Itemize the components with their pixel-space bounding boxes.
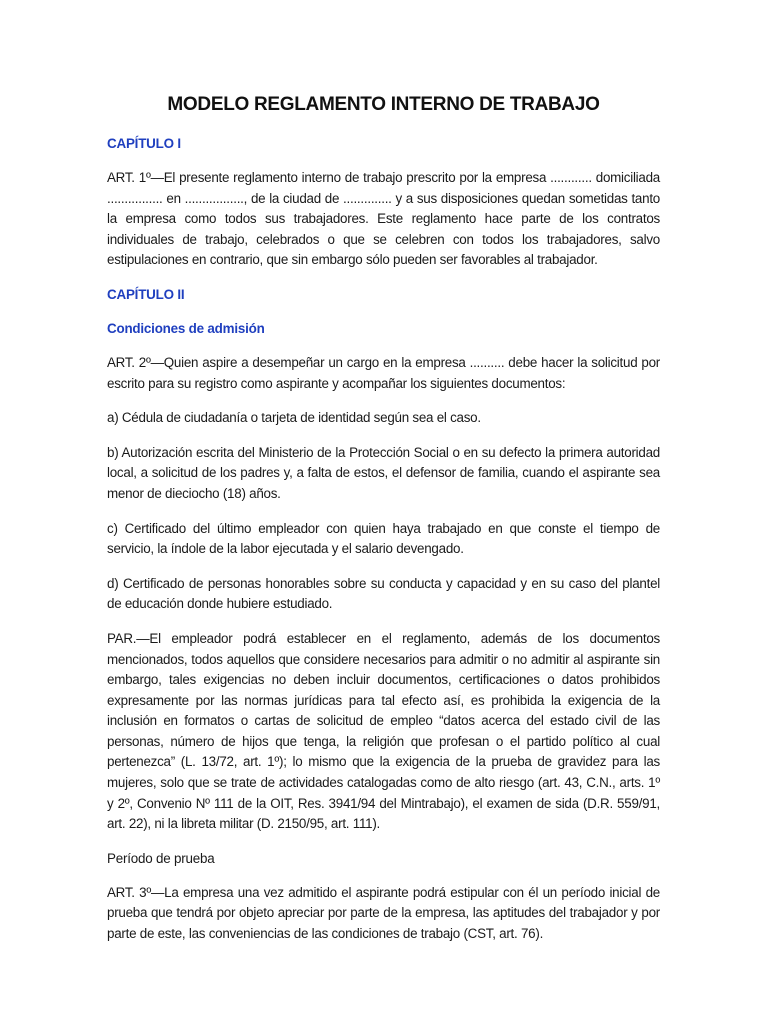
article-1-paragraph: ART. 1º—El presente reglamento interno de trabajo prescrito por la empresa ............ domiciliada ................ en ................., de la ciudad de .............. y a sus disposiciones quedan sometidas tanto la empresa como todos sus trabajadores. Este reglamento hace parte de los contratos individuales de trabajo, celebrados o que se celebren con todos los trabajadores, salvo estipulaciones en contrario, que sin embargo sólo pueden ser favorables al trabajador. xyxy=(107,170,660,268)
list-item-c: c) Certificado del último empleador con quien haya trabajado en que conste el tiempo de servicio, la índole de la labor ejecutada y el salario devengado. xyxy=(107,520,660,557)
paragraph-par: PAR.—El empleador podrá establecer en el reglamento, además de los documentos mencionados, todos aquellos que considere necesarios para admitir o no admitir al aspirante sin embargo, tales exigencias no deben incluir documentos, certificaciones o datos prohibidos expresamente por las normas jurídicas para tal efecto así, es prohibida la exigencia de la inclusión en formatos o cartas de solicitud de empleo “datos acerca del estado civil de las personas, número de hijos que tenga, la religión que profesan o el partido político al cual pertenezca” (L. 13/72, art. 1º); lo mismo que la exigencia de la prueba de gravidez para las mujeres, solo que se trate de actividades catalogadas como de alto riesgo (art. 43, C.N., arts. 1º y 2º, Convenio Nº 111 de la OIT, Res. 3941/94 del Mintrabajo), el examen de sida (D.R. 559/91, art. 22), ni la libreta militar (D. 2150/95, art. 111). xyxy=(107,630,660,832)
list-item-b: b) Autorización escrita del Ministerio de la Protección Social o en su defecto la primera autoridad local, a solicitud de los padres y, a falta de estos, el defensor de familia, cuando el aspirante sea menor de dieciocho (18) años. xyxy=(107,444,660,501)
list-item-d: d) Certificado de personas honorables sobre su conducta y capacidad y en su caso del plantel de educación donde hubiere estudiado. xyxy=(107,575,660,612)
document-body xyxy=(107,93,660,959)
article-3-paragraph: ART. 3º—La empresa una vez admitido el aspirante podrá estipular con él un período inicial de prueba que tendrá por objeto apreciar por parte de la empresa, las aptitudes del trabajador y por parte de este, las conveniencias de las condiciones de trabajo (CST, art. 76). xyxy=(107,884,660,942)
admission-conditions-heading: Condiciones de admisión xyxy=(107,320,265,336)
trial-period-heading: Período de prueba xyxy=(107,850,215,866)
document-title: MODELO REGLAMENTO INTERNO DE TRABAJO xyxy=(167,94,600,115)
article-2-paragraph: ART. 2º—Quien aspire a desempeñar un cargo en la empresa .......... debe hacer la solicitud por escrito para su registro como aspirante y acompañar los siguientes documentos: xyxy=(107,354,660,391)
chapter-1-heading: CAPÍTULO I xyxy=(107,136,181,151)
list-item-a: a) Cédula de ciudadanía o tarjeta de identidad según sea el caso. xyxy=(107,410,481,426)
chapter-2-heading: CAPÍTULO II xyxy=(107,286,185,302)
